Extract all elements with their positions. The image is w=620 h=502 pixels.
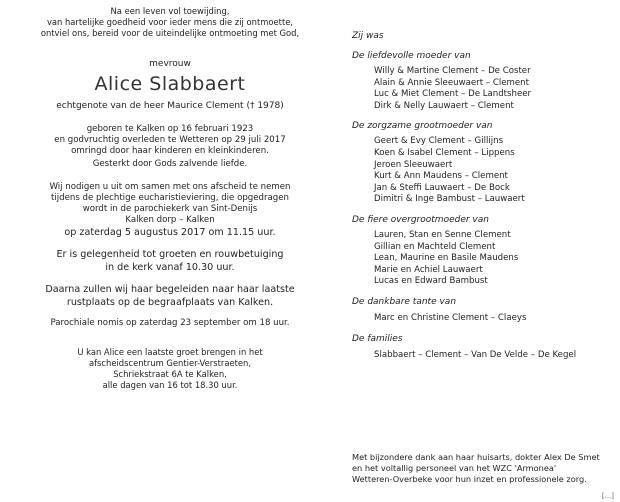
spouse-line: echtgenote van de heer Maurice Clement († 1978) <box>56 101 284 111</box>
family-name: Lauren, Stan en Senne Clement <box>374 229 511 240</box>
page-marker: [...] <box>601 492 614 500</box>
family-name: Luc & Miet Clement – De Landtsheer <box>374 89 532 100</box>
family-name: Koen & Isabel Clement – Lippens <box>374 147 515 158</box>
invite-line: Wij nodigen u uit om samen met ons afscheid te nemen <box>49 182 291 192</box>
family-group <box>352 333 612 362</box>
invite-block <box>20 182 320 239</box>
farewell-line: alle dagen van 16 tot 18.30 uur. <box>102 380 238 390</box>
family-title: Zij was <box>352 31 384 41</box>
burial-line: Daarna zullen wij haar begeleiden naar haar laatste <box>45 284 295 295</box>
deceased-name: Alice Slabbaert <box>94 73 246 95</box>
intro-line: ontviel ons, bereid voor de uiteindelijke ontmoeting met God, <box>40 28 300 38</box>
thanks-line: Met bijzondere dank aan haar huisarts, dokter Alex De Smet <box>352 452 600 462</box>
family-group <box>352 214 612 288</box>
birth-line: geboren te Kalken op 16 februari 1923 <box>86 124 254 134</box>
group-header: De fiere overgrootmoeder van <box>352 214 489 225</box>
birth-line: omringd door haar kinderen en kleinkinderen. <box>71 146 269 156</box>
family-name: Jeroen Sleeuwaert <box>374 159 453 170</box>
family-group <box>352 50 612 112</box>
farewell-line: afscheidscentrum Gentier-Verstraeten, <box>88 358 252 368</box>
group-header: De dankbare tante van <box>352 296 457 307</box>
farewell-line: U kan Alice een laatste groet brengen in het <box>77 347 263 357</box>
intro-line: van hartelijke goedheid voor ieder mens die zij ontmoette, <box>46 17 294 27</box>
sacrament-line: Gesterkt door Gods zalvende liefde. <box>92 159 248 169</box>
thanks-block <box>352 452 614 485</box>
right-column <box>352 30 612 361</box>
greeting-line: in de kerk vanaf 10.30 uur. <box>105 262 235 273</box>
family-name: Dirk & Nelly Lauwaert – Clement <box>374 100 514 111</box>
intro-line: Na een leven vol toewijding, <box>110 6 230 16</box>
family-name: Alain & Annie Sleeuwaert – Clement <box>374 77 529 88</box>
intro-block <box>20 6 320 39</box>
family-name: Jan & Steffi Lauwaert – De Bock <box>374 182 510 193</box>
family-name: Kurt & Ann Maudens – Clement <box>374 171 508 182</box>
title-mevrouw: mevrouw <box>149 59 191 69</box>
family-name: Lucas en Edward Bambust <box>374 276 488 287</box>
burial-line: rustplaats op de begraafplaats van Kalken. <box>66 297 274 308</box>
group-header: De liefdevolle moeder van <box>352 51 471 61</box>
greeting-line: Er is gelegenheid tot groeten en rouwbetuiging <box>56 249 284 260</box>
family-name: Marc en Christine Clement – Claeys <box>374 312 527 323</box>
mass-line: Parochiale nomis op zaterdag 23 september om 18 uur. <box>50 318 290 328</box>
family-group <box>352 296 612 325</box>
family-group <box>352 120 612 206</box>
thanks-line: Wetteren-Overbeke voor hun inzet en professionele zorg. <box>352 474 587 484</box>
family-name: Geert & Evy Clement – Gillijns <box>374 136 504 147</box>
family-name: Lean, Maurine en Basile Maudens <box>374 253 519 264</box>
invite-line: wordt in de parochiekerk van Sint-Denijs <box>82 204 258 214</box>
family-name: Marie en Achiel Lauwaert <box>374 264 483 275</box>
greeting-block <box>20 248 320 274</box>
invite-line: Kalken dorp – Kalken <box>125 215 215 225</box>
invite-line: tijdens de plechtige eucharistieviering, die opgedragen <box>51 193 289 203</box>
group-header: De families <box>352 333 403 344</box>
left-column <box>20 6 320 391</box>
farewell-block <box>20 347 320 391</box>
family-name: Dimitri & Inge Bambust – Lauwaert <box>374 194 525 205</box>
thanks-line: en het voltallig personeel van het WZC 'Armonea' <box>352 463 557 473</box>
farewell-line: Schriekstraat 6A te Kalken, <box>113 369 227 379</box>
family-name: Gillian en Machteld Clement <box>374 241 496 252</box>
burial-block <box>20 283 320 309</box>
family-name: Willy & Martine Clement – De Coster <box>374 66 531 76</box>
group-header: De zorgzame grootmoeder van <box>352 121 493 132</box>
family-name: Slabbaert – Clement – Van De Velde – De Kegel <box>374 349 577 360</box>
birth-line: en godvruchtig overleden te Wetteren op 29 juli 2017 <box>54 135 286 145</box>
birth-block <box>20 124 320 170</box>
service-date: op zaterdag 5 augustus 2017 om 11.15 uur. <box>64 227 276 238</box>
